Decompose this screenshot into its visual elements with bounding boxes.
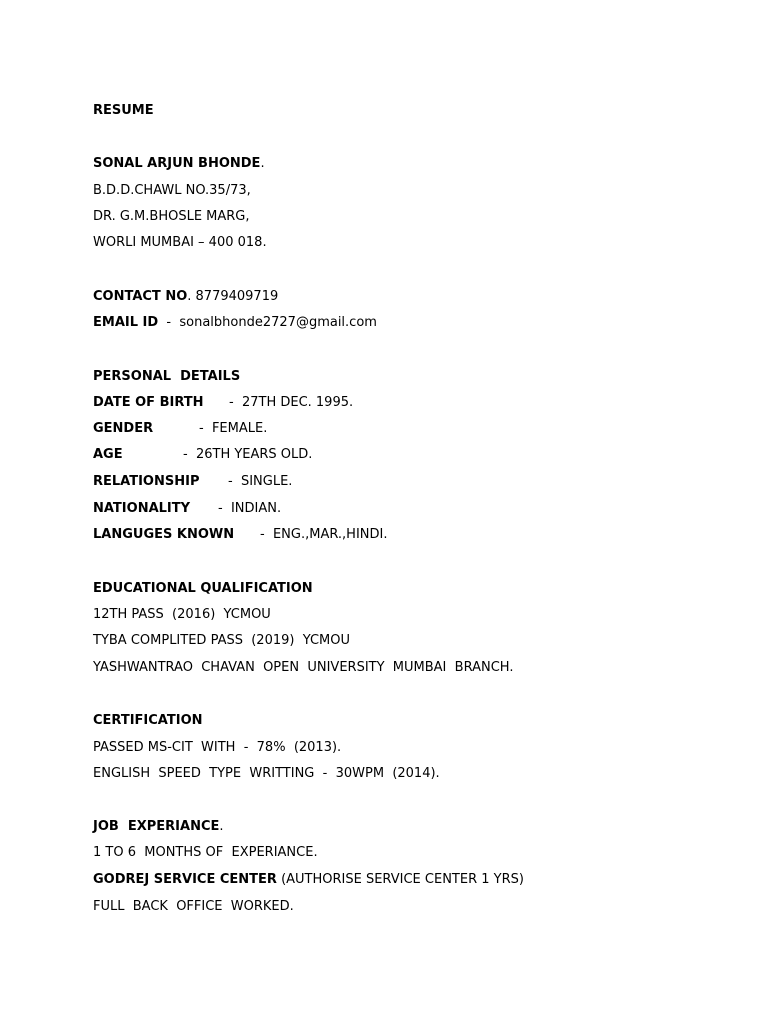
- job-line-1: 1 TO 6 MONTHS OF EXPERIANCE.: [93, 845, 318, 860]
- education-line-1: 12TH PASS (2016) YCMOU: [93, 607, 271, 622]
- job-heading: [93, 819, 224, 835]
- personal-details-heading: PERSONAL DETAILS: [93, 369, 241, 384]
- email-value: - sonalbhonde2727@gmail.com: [158, 315, 377, 330]
- personal-row-languages: [93, 527, 388, 543]
- education-line-3: YASHWANTRAO CHAVAN OPEN UNIVERSITY MUMBAI BRANCH.: [93, 660, 514, 675]
- certification-heading: CERTIFICATION: [93, 713, 203, 728]
- personal-row-age: [93, 447, 312, 463]
- resume-page: [93, 0, 768, 1024]
- personal-row-dob: [93, 395, 353, 411]
- candidate-name: [93, 156, 265, 172]
- name-suffix: .: [260, 156, 265, 171]
- contact-value: . 8779409719: [187, 289, 279, 304]
- address-line-2: DR. G.M.BHOSLE MARG,: [93, 209, 250, 224]
- personal-row-relationship: [93, 474, 292, 490]
- company-detail: (AUTHORISE SERVICE CENTER 1 YRS): [276, 872, 524, 887]
- personal-row-gender: [93, 421, 267, 437]
- email-line: [93, 315, 377, 331]
- email-label: EMAIL ID: [93, 315, 159, 330]
- company-name: GODREJ SERVICE CENTER: [93, 872, 277, 887]
- gender-value: - FEMALE.: [199, 421, 268, 436]
- address-line-1: B.D.D.CHAWL NO.35/73,: [93, 183, 251, 198]
- dob-value: - 27TH DEC. 1995.: [229, 395, 354, 410]
- nationality-label: NATIONALITY: [93, 501, 191, 516]
- job-line-3: FULL BACK OFFICE WORKED.: [93, 899, 294, 914]
- dob-label: DATE OF BIRTH: [93, 395, 204, 410]
- age-label: AGE: [93, 447, 123, 462]
- education-heading: EDUCATIONAL QUALIFICATION: [93, 581, 313, 596]
- job-heading-text: JOB EXPERIANCE: [93, 819, 220, 834]
- name-text: SONAL ARJUN BHONDE: [93, 156, 261, 171]
- job-company-line: [93, 872, 524, 888]
- document-title: RESUME: [93, 103, 154, 118]
- age-value: - 26TH YEARS OLD.: [183, 447, 313, 462]
- gender-label: GENDER: [93, 421, 154, 436]
- relationship-label: RELATIONSHIP: [93, 474, 200, 489]
- contact-label: CONTACT NO: [93, 289, 188, 304]
- languages-label: LANGUGES KNOWN: [93, 527, 235, 542]
- contact-line: [93, 289, 278, 305]
- education-line-2: TYBA COMPLITED PASS (2019) YCMOU: [93, 633, 350, 648]
- languages-value: - ENG.,MAR.,HINDI.: [260, 527, 388, 542]
- certification-line-1: PASSED MS-CIT WITH - 78% (2013).: [93, 740, 342, 755]
- certification-line-2: ENGLISH SPEED TYPE WRITTING - 30WPM (2014).: [93, 766, 440, 781]
- relationship-value: - SINGLE.: [228, 474, 293, 489]
- job-heading-suffix: .: [219, 819, 224, 834]
- nationality-value: - INDIAN.: [218, 501, 282, 516]
- address-line-3: WORLI MUMBAI – 400 018.: [93, 235, 267, 250]
- personal-row-nationality: [93, 501, 281, 517]
